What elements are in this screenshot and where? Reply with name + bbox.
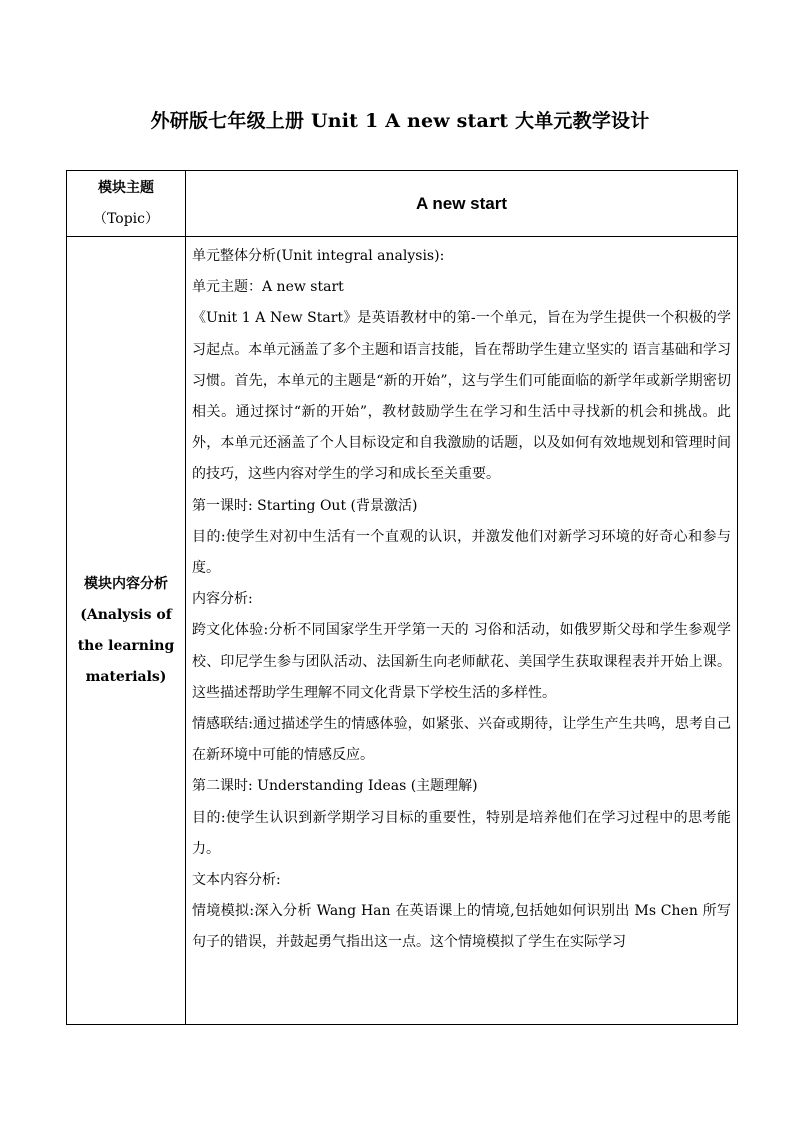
- content-paragraph: 单元主题：A new start: [192, 279, 344, 296]
- topic-label-zh: 模块主题: [98, 179, 154, 196]
- analysis-content-cell: [186, 237, 738, 1025]
- topic-row: [67, 171, 738, 237]
- analysis-label-line: (Analysis of: [80, 606, 172, 623]
- content-paragraph: 情境模拟:深入分析 Wang Han 在英语课上的情境,包括她如何识别出 Ms Chen 所写句子的错误，并鼓起勇气指出这一点。这个情境模拟了学生在实际学习: [192, 903, 731, 951]
- topic-label-en: （Topic）: [93, 210, 159, 227]
- analysis-label-line: 模块内容分析: [84, 575, 168, 592]
- content-paragraph: 单元整体分析(Unit integral analysis):: [192, 248, 445, 264]
- content-paragraph: 跨文化体验:分析不同国家学生开学第一天的 习俗和活动，如俄罗斯父母和学生参观学校、印尼学生参与团队活动、法国新生向老师献花、美国学生获取课程表并开始上课。这些描述帮助学生理解不同文化背景下学校生活的多样性。: [192, 622, 731, 701]
- document-title: 外研版七年级上册 Unit 1 A new start 大单元教学设计: [150, 110, 650, 132]
- content-paragraph: 内容分析:: [192, 591, 253, 608]
- content-paragraph: 情感联结:通过描述学生的情感体验，如紧张、兴奋或期待，让学生产生共鸣，思考自己在新环境中可能的情感反应。: [192, 716, 731, 764]
- analysis-label-cell: [67, 237, 186, 1025]
- analysis-label-line: materials): [85, 668, 167, 685]
- content-paragraph: 目的:使学生认识到新学期学习目标的重要性，特别是培养他们在学习过程中的思考能力。: [192, 809, 731, 857]
- content-paragraph: 第二课时: Understanding Ideas (主题理解): [192, 778, 478, 795]
- content-paragraph: 文本内容分析:: [192, 872, 281, 889]
- content-paragraph: 目的:使学生对初中生活有一个直观的认识，并激发他们对新学习环境的好奇心和参与度。: [192, 528, 731, 577]
- analysis-label-line: the learning: [77, 637, 175, 654]
- topic-label-cell: [67, 171, 186, 237]
- topic-value: A new start: [186, 171, 738, 237]
- content-paragraph: 第一课时: Starting Out (背景激活): [192, 497, 418, 514]
- content-paragraph: 《Unit 1 A New Start》是英语教材中的第-一个单元，旨在为学生提供一个积极的学习起点。本单元涵盖了多个主题和语言技能，旨在帮助学生建立坚实的 语言基础和学习习惯。首先，本单元的主题是“新的开始”，这与学生们可能面临的新学年或新学期密切相关。通过探讨“新的开始”，教材鼓励学生在学习和生活中寻找新的机会和挑战。此外，本单元还涵盖了个人目标设定和自我激励的话题，以及如何有效地规划和管理时间的技巧，这些内容对学生的学习和成长至关重要。: [192, 310, 731, 483]
- lesson-design-table: [66, 170, 738, 1025]
- analysis-row: [67, 237, 738, 1025]
